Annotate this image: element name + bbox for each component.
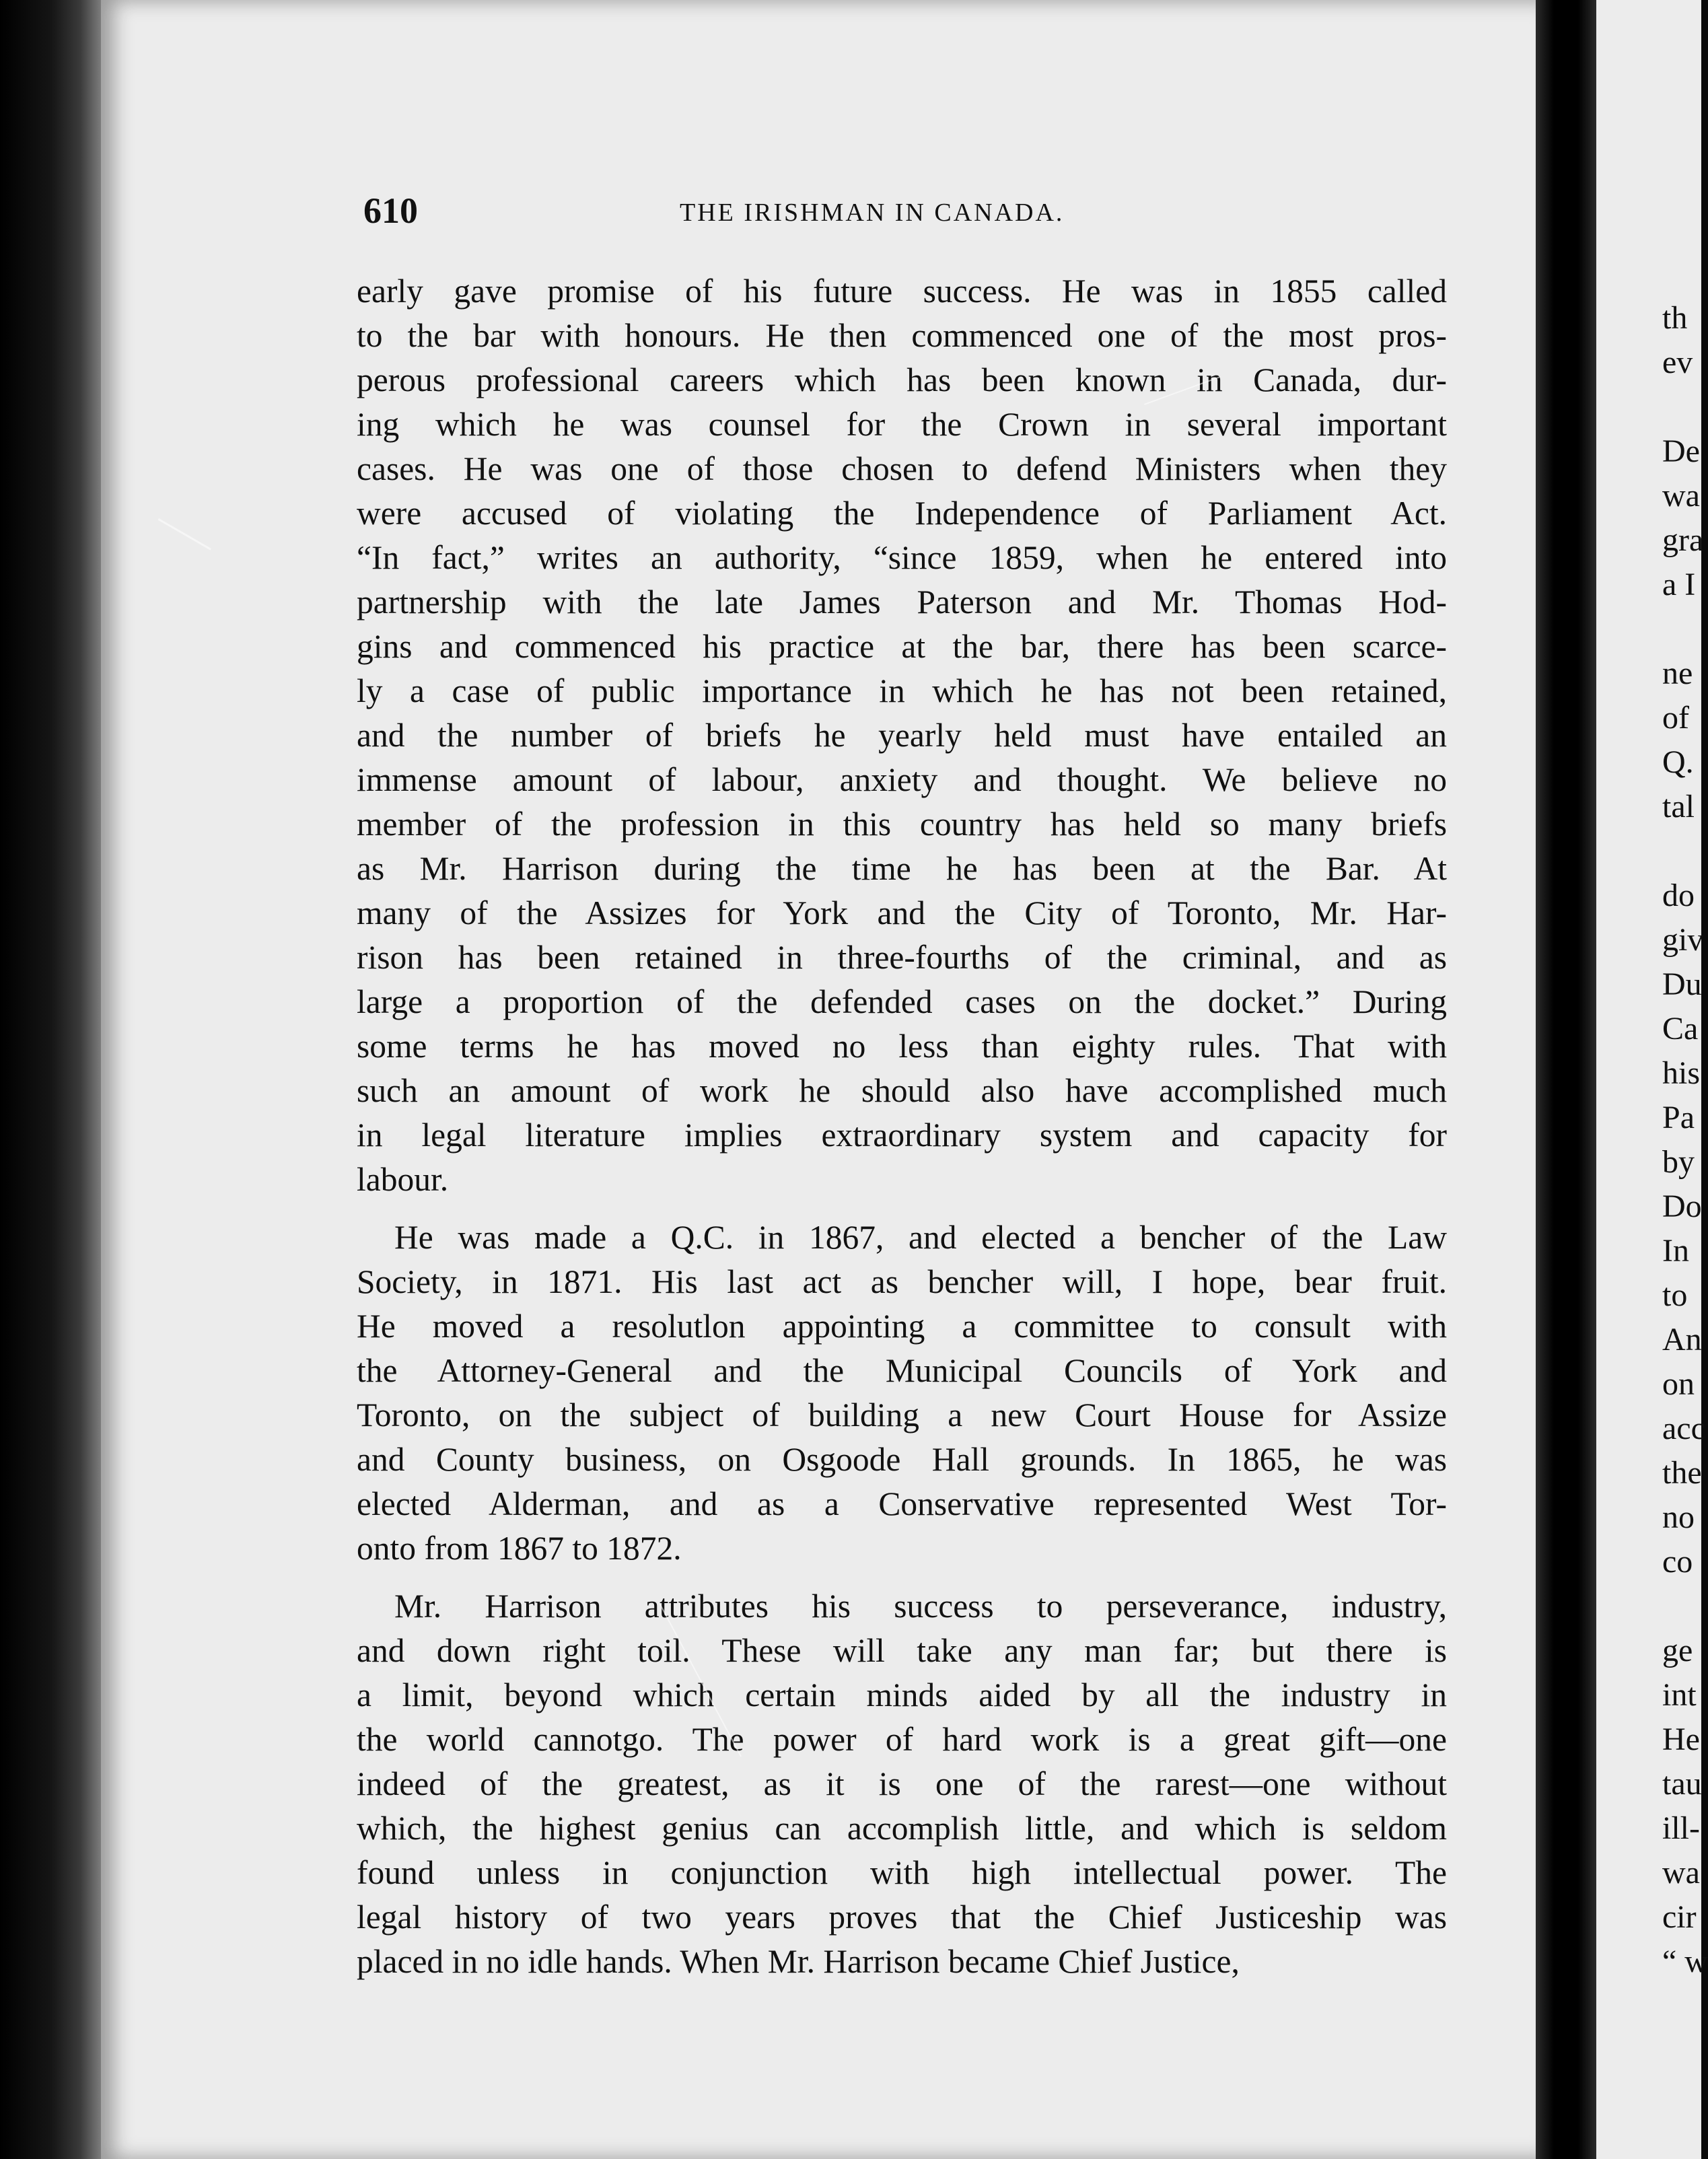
text-line: and down right toil. These will take any man far; but there is <box>357 1632 1447 1669</box>
text-line: labour. <box>357 1161 449 1198</box>
paragraph <box>357 269 1447 1202</box>
right-page-fragment: to <box>1662 1277 1688 1313</box>
text-line: found unless in conjunction with high intellectual power. The <box>357 1854 1447 1891</box>
text-line: which, the highest genius can accomplish little, and which is seldom <box>357 1810 1447 1847</box>
page-number: 610 <box>363 190 418 231</box>
right-page-fragment: his <box>1662 1055 1701 1091</box>
text-line: to the bar with honours. He then commenced one of the most pros- <box>357 317 1447 354</box>
text-line: member of the profession in this country has held so many briefs <box>357 806 1447 843</box>
text-line: a limit, beyond which certain minds aided by all the industry in <box>357 1676 1447 1713</box>
text-line: the world cannotgo. The power of hard work is a great gift—one <box>357 1721 1447 1758</box>
right-page-fragment: ill- <box>1662 1810 1700 1846</box>
text-line: as Mr. Harrison during the time he has been at the Bar. At <box>357 850 1447 887</box>
right-page-fragment: “ w <box>1662 1944 1708 1979</box>
text-line: many of the Assizes for York and the City of Toronto, Mr. Har- <box>357 894 1447 931</box>
text-line: “In fact,” writes an authority, “since 1859, when he entered into <box>357 539 1447 576</box>
text-line: onto from 1867 to 1872. <box>357 1530 682 1567</box>
right-page-fragment: Q. <box>1662 744 1694 780</box>
page-gutter <box>1536 0 1596 2159</box>
right-page-fragment: on <box>1662 1366 1695 1402</box>
right-page-fragment: wa <box>1662 1855 1700 1890</box>
right-page-fragment: He <box>1662 1722 1700 1757</box>
right-page-fragment: a I <box>1662 567 1696 602</box>
right-page-fragment: Du <box>1662 966 1702 1002</box>
right-page-fragment <box>1662 385 1701 429</box>
paragraph <box>357 1584 1447 1984</box>
text-line: He was made a Q.C. in 1867, and elected a bencher of the Law <box>394 1219 1447 1256</box>
text-line: ing which he was counsel for the Crown in several important <box>357 406 1447 443</box>
right-page-fragment: ne <box>1662 656 1693 691</box>
paragraph <box>357 1215 1447 1571</box>
text-line: rison has been retained in three-fourths of the criminal, and as <box>357 939 1447 976</box>
paragraph-gap <box>357 1202 1447 1215</box>
text-line: some terms he has moved no less than eighty rules. That with <box>357 1028 1447 1065</box>
text-line: the Attorney-General and the Municipal Councils of York and <box>357 1352 1447 1389</box>
text-line: and the number of briefs he yearly held must have entailed an <box>357 717 1447 754</box>
right-page-fragment: acc <box>1662 1411 1705 1446</box>
book-spine-shadow <box>0 0 114 2159</box>
text-line: early gave promise of his future success. He was in 1855 called <box>357 273 1447 310</box>
page-header <box>363 190 1447 244</box>
right-page-fragment: no <box>1662 1499 1695 1535</box>
right-page-fragment: Ca <box>1662 1011 1699 1047</box>
right-page-fragment: int <box>1662 1677 1697 1713</box>
text-line: were accused of violating the Independence of Parliament Act. <box>357 495 1447 532</box>
right-page-fragment: ev <box>1662 345 1693 380</box>
right-page-fragment: An <box>1662 1322 1702 1357</box>
text-line: Toronto, on the subject of building a new Court House for Assize <box>357 1396 1447 1434</box>
right-page-fragment <box>1662 1584 1701 1629</box>
right-page-fragment: De <box>1662 433 1700 469</box>
right-page-fragment: ge <box>1662 1633 1693 1668</box>
text-line: large a proportion of the defended cases on the docket.” During <box>357 983 1447 1020</box>
text-line: ly a case of public importance in which he has not been retained, <box>357 672 1447 709</box>
right-page-fragment: tau <box>1662 1766 1702 1802</box>
paragraph-gap <box>357 1571 1447 1584</box>
text-line: elected Alderman, and as a Conservative represented West Tor- <box>357 1485 1447 1522</box>
right-page-fragment <box>1662 607 1701 651</box>
right-page-fragment: of <box>1662 700 1689 736</box>
body-text <box>357 269 1447 1984</box>
text-line: and County business, on Osgoode Hall grounds. In 1865, he was <box>357 1441 1447 1478</box>
right-page-fragment: th <box>1662 300 1688 336</box>
text-line: in legal literature implies extraordinary system and capacity for <box>357 1117 1447 1154</box>
right-page-fragment: do <box>1662 878 1695 913</box>
right-page-fragment: tal <box>1662 789 1695 824</box>
text-line: immense amount of labour, anxiety and thought. We believe no <box>357 761 1447 798</box>
text-line: He moved a resolutlon appointing a committee to consult with <box>357 1308 1447 1345</box>
text-line: legal history of two years proves that the Chief Justiceship was <box>357 1899 1447 1936</box>
text-line: Mr. Harrison attributes his success to perseverance, industry, <box>394 1588 1447 1625</box>
right-page-fragment: wa <box>1662 478 1700 514</box>
right-page-fragment: Do <box>1662 1189 1702 1224</box>
text-line: such an amount of work he should also have accomplished much <box>357 1072 1447 1109</box>
text-line: Society, in 1871. His last act as bencher will, I hope, bear fruit. <box>357 1263 1447 1300</box>
right-page-fragment: by <box>1662 1144 1695 1180</box>
running-head: THE IRISHMAN IN CANADA. <box>680 199 1065 227</box>
right-page-fragment: gra <box>1662 522 1704 558</box>
right-page-fragment: Pa <box>1662 1100 1695 1135</box>
right-page-text-fragments <box>1662 296 1708 1984</box>
text-line: perous professional careers which has been known in Canada, dur- <box>357 361 1447 398</box>
right-page-fragment <box>1662 829 1701 874</box>
text-line: cases. He was one of those chosen to defend Ministers when they <box>357 450 1447 487</box>
right-page-fragment: cir <box>1662 1899 1697 1935</box>
text-line: gins and commenced his practice at the bar, there has been scarce- <box>357 628 1447 665</box>
text-line: indeed of the greatest, as it is one of the rarest—one without <box>357 1765 1447 1802</box>
right-page-fragment: the <box>1662 1455 1702 1491</box>
right-page-fragment: giv <box>1662 922 1704 958</box>
text-line: partnership with the late James Paterson and Mr. Thomas Hod- <box>357 583 1447 621</box>
text-line: placed in no idle hands. When Mr. Harrison became Chief Justice, <box>357 1943 1240 1980</box>
right-page-fragment: co <box>1662 1544 1693 1580</box>
right-page-fragment: In <box>1662 1233 1689 1269</box>
